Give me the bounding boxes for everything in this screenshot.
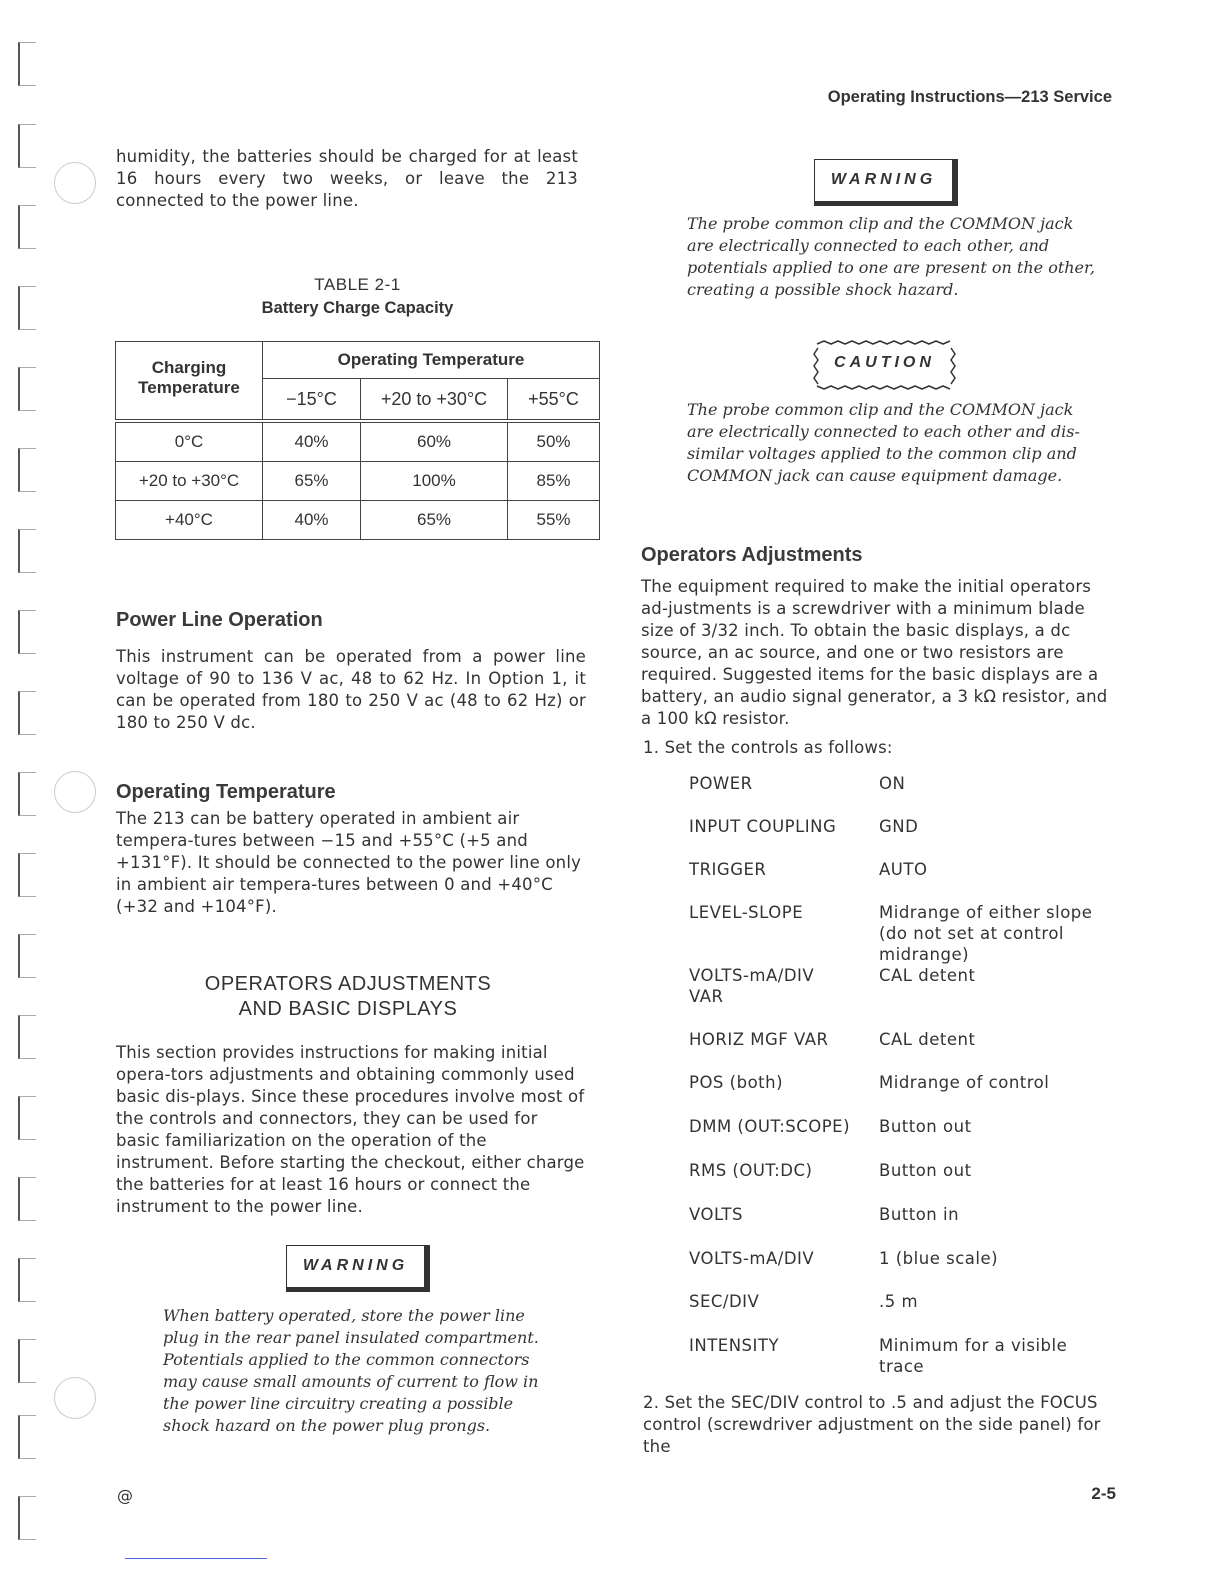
binder-tab [18, 934, 36, 978]
binder-tab [18, 205, 36, 249]
caution-text: The probe common clip and the COMMON jack are electrically connected to each other and dis-similar voltages applied to the common clip and COMMON jack can cause equipment damage. [687, 400, 1080, 485]
control-name: TRIGGER [689, 860, 767, 879]
control-name: POWER [689, 774, 753, 793]
control-value: AUTO [879, 860, 928, 879]
binder-tab [18, 610, 36, 654]
control-name: INTENSITY [689, 1336, 780, 1355]
warning-text-left: When battery operated, store the power line plug in the rear panel insulated compartment. Potentials applied to the common connectors may cause small amounts of current to flow in the power line circuitry creating a possible shock hazard on the power plug prongs. [163, 1306, 539, 1435]
caution-box [812, 338, 957, 392]
col-header-operating: Operating Temperature [263, 342, 600, 379]
table-row [116, 462, 600, 501]
binder-tab [18, 1096, 36, 1140]
row-charging-temp: +40°C [116, 501, 263, 540]
bottom-rule [125, 1558, 267, 1559]
control-name: SEC/DIV [689, 1292, 760, 1311]
power-line-text: This instrument can be operated from a power line voltage of 90 to 136 V ac, 48 to 62 Hz. In Option 1, it can be operated from 180 to 250 V ac (48 to 62 Hz) or 180 to 250 V dc. [116, 647, 586, 732]
intro-paragraph: humidity, the batteries should be charged for at least 16 hours every two weeks, or leave the 213 connected to the power line. [116, 147, 578, 210]
punch-hole [54, 1377, 96, 1419]
table-cell: 100% [361, 462, 508, 501]
operating-temp-heading: Operating Temperature [116, 781, 336, 803]
control-value: .5 m [879, 1292, 919, 1311]
control-value: GND [879, 817, 919, 836]
binder-tab [18, 448, 36, 492]
table-cell: 55% [508, 501, 600, 540]
control-value: 1 (blue scale) [879, 1249, 999, 1268]
control-name: INPUT COUPLING [689, 817, 837, 836]
binder-tab [18, 1496, 36, 1540]
step-2: 2. Set the SEC/DIV control to .5 and adjust the FOCUS control (screwdriver adjustment on the side panel) for the [643, 1393, 1101, 1456]
col-header-temp: +55°C [508, 379, 600, 422]
col-header-temp: +20 to +30°C [361, 379, 508, 422]
binder-tab [18, 367, 36, 411]
control-name: RMS (OUT:DC) [689, 1161, 813, 1180]
footer-mark: @ [117, 1486, 133, 1505]
section-heading-line1: OPERATORS ADJUSTMENTS [204, 973, 492, 995]
control-name: DMM (OUT:SCOPE) [689, 1117, 851, 1136]
table-cell: 40% [263, 421, 361, 462]
section-text: This section provides instructions for making initial opera-tors adjustments and obtaining commonly used basic dis-plays. Since these procedures involve most of the controls and connectors, they can be used for basic familiarization on the operation of the instrument. Before starting the checkout, either charge the batteries for at least 16 hours or connect the instrument to the power line. [116, 1043, 585, 1216]
operating-temp-text: The 213 can be battery operated in ambient air tempera-tures between −15 and +55°C (+5 and +131°F). It should be connected to the power line only in ambient air tempera-tures between 0 and +40°C (+32 and +104°F). [116, 809, 582, 916]
col-header-temp: −15°C [263, 379, 361, 422]
control-name: POS (both) [689, 1073, 784, 1092]
table-cell: 60% [361, 421, 508, 462]
table-cell: 85% [508, 462, 600, 501]
power-line-heading: Power Line Operation [116, 609, 323, 631]
control-name: VOLTS-mA/DIV [689, 1249, 815, 1268]
binder-tab [18, 42, 36, 86]
col-header-charging: Charging Temperature [116, 342, 263, 422]
battery-charge-table [115, 341, 600, 540]
control-value: Midrange of either slope (do not set at control midrange) [879, 903, 1093, 964]
control-value: Button in [879, 1205, 960, 1224]
control-value: Minimum for a visible trace [879, 1336, 1068, 1376]
table-cell: 65% [361, 501, 508, 540]
control-name: HORIZ MGF VAR [689, 1030, 829, 1049]
row-charging-temp: +20 to +30°C [116, 462, 263, 501]
table-caption-number: TABLE 2-1 [314, 275, 401, 294]
binder-tab [18, 286, 36, 330]
punch-hole [54, 162, 96, 204]
control-value: CAL detent [879, 1030, 976, 1049]
binder-tab [18, 529, 36, 573]
operators-adjustments-heading: Operators Adjustments [641, 544, 863, 566]
warning-label-right: WARNING [814, 159, 958, 206]
row-charging-temp: 0°C [116, 421, 263, 462]
warning-label-left: WARNING [286, 1245, 430, 1292]
caution-label: CAUTION [834, 354, 935, 371]
step-1: 1. Set the controls as follows: [643, 738, 893, 757]
section-heading-line2: AND BASIC DISPLAYS [238, 998, 458, 1020]
binder-tab [18, 1258, 36, 1302]
punch-hole [54, 771, 96, 813]
table-cell: 40% [263, 501, 361, 540]
table-cell: 50% [508, 421, 600, 462]
running-title: Operating Instructions—213 Service [827, 88, 1112, 106]
table-caption-title: Battery Charge Capacity [261, 299, 454, 317]
binder-tab [18, 853, 36, 897]
table-row [116, 501, 600, 540]
control-name: VOLTS [689, 1205, 743, 1224]
control-value: CAL detent [879, 966, 976, 985]
control-name: VOLTS-mA/DIV VAR [689, 966, 815, 1006]
section-heading [116, 972, 580, 1022]
control-value: Midrange of control [879, 1073, 1050, 1092]
control-name: LEVEL-SLOPE [689, 903, 804, 922]
binder-tab [18, 124, 36, 168]
table-cell: 65% [263, 462, 361, 501]
binder-tab [18, 1339, 36, 1383]
operators-adjustments-text: The equipment required to make the initial operators ad-justments is a screwdriver with a minimum blade size of 3/32 inch. To obtain the basic displays, a dc source, an ac source, and one or two resistors are required. Suggested items for the basic displays are a battery, an audio signal generator, a 3 kΩ resistor, and a 100 kΩ resistor. [641, 577, 1108, 728]
warning-text-right: The probe common clip and the COMMON jack are electrically connected to each other, and potentials applied to one are present on the other, creating a possible shock hazard. [687, 214, 1095, 299]
page-number: 2-5 [1091, 1484, 1116, 1503]
binder-tab [18, 691, 36, 735]
control-value: Button out [879, 1117, 972, 1136]
binder-tab [18, 1177, 36, 1221]
table-row [116, 421, 600, 462]
binder-tab [18, 772, 36, 816]
binder-tab [18, 1015, 36, 1059]
control-value: Button out [879, 1161, 972, 1180]
control-value: ON [879, 774, 906, 793]
binder-tab [18, 1415, 36, 1459]
